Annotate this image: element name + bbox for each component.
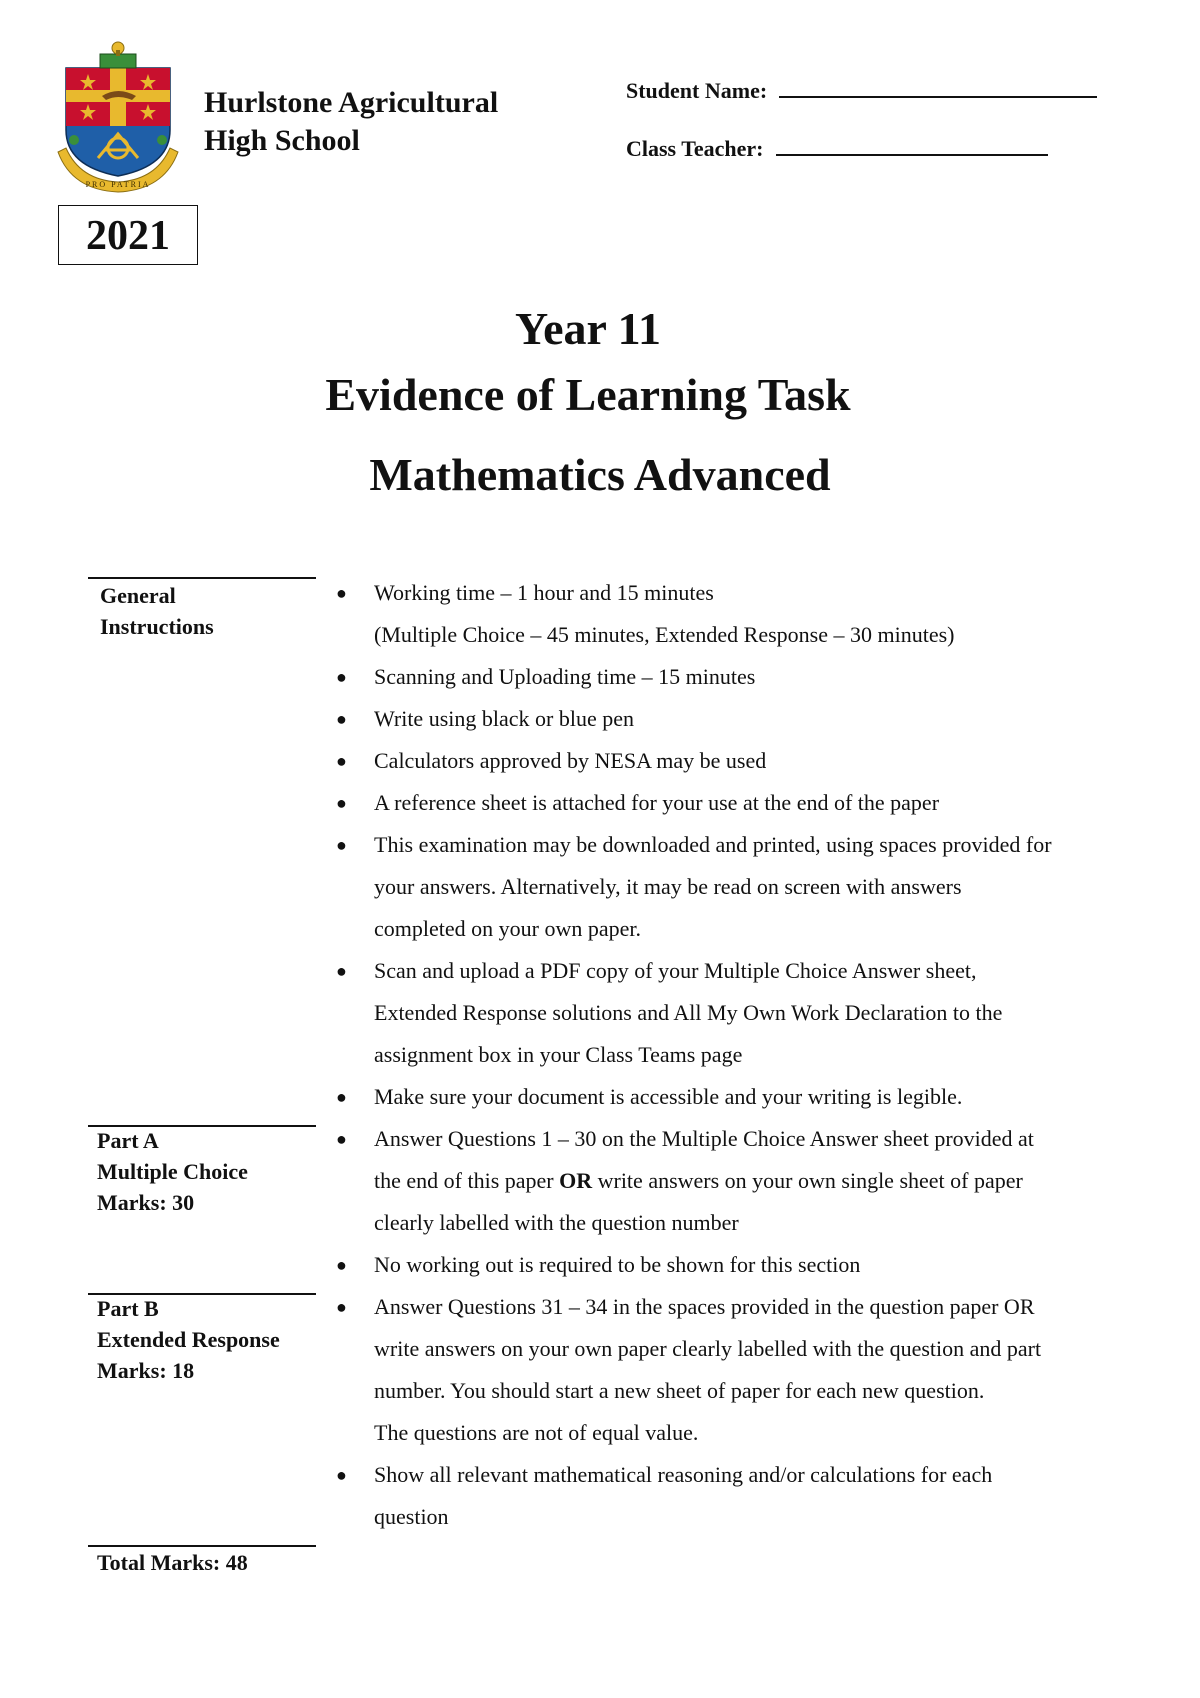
bullet-icon: ●	[336, 793, 347, 813]
student-name-label: Student Name:	[626, 78, 768, 103]
instruction-line: question	[374, 1504, 449, 1529]
instruction-line: write answers on your own paper clearly labelled with the question and part	[374, 1336, 1042, 1361]
instruction-line: A reference sheet is attached for your use at the end of the paper	[374, 790, 940, 815]
instruction-line: (Multiple Choice – 45 minutes, Extended Response – 30 minutes)	[374, 622, 955, 647]
general-instruction-3	[330, 698, 1150, 740]
instructions-list	[330, 572, 1150, 1538]
instruction-line: assignment box in your Class Teams page	[374, 1042, 743, 1067]
bullet-icon: ●	[336, 751, 347, 771]
general-instruction-2	[330, 656, 1150, 698]
part-b-label-line2: Extended Response	[97, 1327, 280, 1352]
instruction-line: Extended Response solutions and All My Own Work Declaration to the	[374, 1000, 1003, 1025]
school-name-line2: High School	[204, 124, 360, 157]
general-instruction-6	[330, 824, 1150, 950]
part-a-marks: Marks: 30	[97, 1190, 195, 1215]
bullet-icon: ●	[336, 1465, 347, 1485]
instruction-line: Show all relevant mathematical reasoning and/or calculations for each	[374, 1462, 993, 1487]
class-teacher-label: Class Teacher:	[626, 136, 764, 161]
bullet-icon: ●	[336, 1087, 347, 1107]
bullet-icon: ●	[336, 709, 347, 729]
instruction-line: your answers. Alternatively, it may be read on screen with answers	[374, 874, 962, 899]
instruction-line: Calculators approved by NESA may be used	[374, 748, 767, 773]
bullet-icon: ●	[336, 1297, 347, 1317]
instruction-line: Working time – 1 hour and 15 minutes	[374, 580, 714, 605]
general-instruction-8	[330, 1076, 1150, 1118]
student-name-line[interactable]	[779, 78, 1097, 98]
part-b-marks: Marks: 18	[97, 1358, 195, 1383]
bullet-icon: ●	[336, 835, 347, 855]
instruction-line: the end of this paper OR write answers on your own single sheet of paper	[374, 1168, 1023, 1193]
instruction-line: The questions are not of equal value.	[374, 1420, 699, 1445]
title-task: Evidence of Learning Task	[325, 369, 851, 420]
instruction-line: number. You should start a new sheet of paper for each new question.	[374, 1378, 985, 1403]
instruction-line: Answer Questions 1 – 30 on the Multiple Choice Answer sheet provided at	[374, 1126, 1034, 1151]
part-a-label	[97, 1125, 248, 1218]
or-emphasis: OR	[559, 1168, 593, 1193]
bullet-icon: ●	[336, 667, 347, 687]
general-label-line1: General	[100, 583, 176, 608]
school-name	[204, 84, 498, 160]
class-teacher-line[interactable]	[776, 136, 1048, 156]
instruction-line: Write using black or blue pen	[374, 706, 634, 731]
school-name-line1: Hurlstone Agricultural	[204, 86, 499, 119]
part-a-label-line1: Part A	[97, 1128, 159, 1153]
general-instruction-7	[330, 950, 1150, 1076]
class-teacher-field[interactable]	[626, 136, 1048, 162]
bullet-icon: ●	[336, 1129, 347, 1149]
crest-motto: PRO PATRIA	[85, 180, 151, 189]
part-b-label-line1: Part B	[97, 1296, 159, 1321]
instruction-line: Make sure your document is accessible and your writing is legible.	[374, 1084, 963, 1109]
total-marks: Total Marks: 48	[97, 1550, 248, 1575]
instruction-line: clearly labelled with the question number	[374, 1210, 739, 1235]
instruction-line: Answer Questions 31 – 34 in the spaces provided in the question paper OR	[374, 1294, 1035, 1319]
instruction-line: completed on your own paper.	[374, 916, 641, 941]
bullet-icon: ●	[336, 961, 347, 981]
general-instruction-1	[330, 572, 1150, 656]
general-instruction-5	[330, 782, 1150, 824]
general-rule	[88, 577, 316, 579]
part-a-instruction-2	[330, 1244, 1150, 1286]
general-label-line2: Instructions	[100, 614, 214, 639]
title-year: Year 11	[514, 303, 662, 354]
part-a-label-line2: Multiple Choice	[97, 1159, 248, 1184]
instruction-line: No working out is required to be shown for this section	[374, 1252, 861, 1277]
bullet-icon: ●	[336, 1255, 347, 1275]
bullet-icon: ●	[336, 583, 347, 603]
general-instructions-label	[100, 580, 214, 642]
part-b-instruction-2	[330, 1454, 1150, 1538]
title-subject: Mathematics Advanced	[369, 449, 831, 500]
year-box: 2021	[58, 205, 198, 265]
part-a-instruction-1	[330, 1118, 1150, 1244]
school-crest-logo	[52, 40, 184, 200]
general-instruction-4	[330, 740, 1150, 782]
instruction-line: Scanning and Uploading time – 15 minutes	[374, 664, 756, 689]
instruction-line: This examination may be downloaded and printed, using spaces provided for	[374, 832, 1052, 857]
student-name-field[interactable]	[626, 78, 1097, 104]
part-b-instruction-1	[330, 1286, 1150, 1454]
part-b-label	[97, 1293, 280, 1386]
instruction-line: Scan and upload a PDF copy of your Multiple Choice Answer sheet,	[374, 958, 977, 983]
